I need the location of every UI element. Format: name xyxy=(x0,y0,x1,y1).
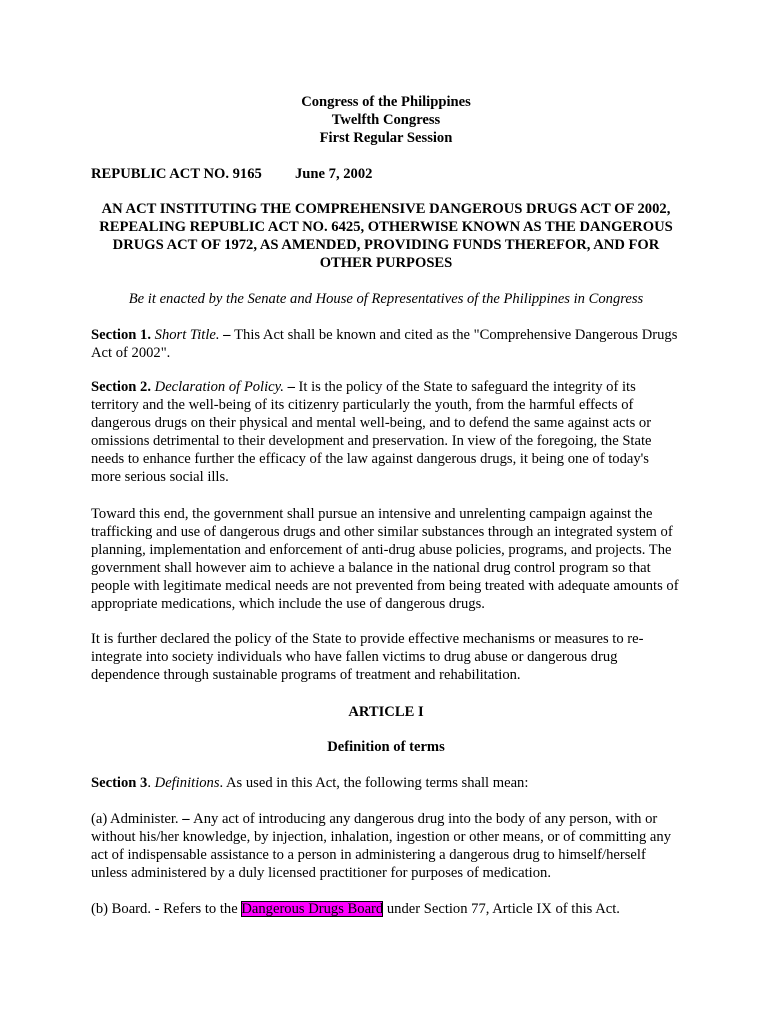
definition-b-lead: (b) Board. - Refers to the xyxy=(91,901,242,917)
section-2-text: It is the policy of the State to safeguard the integrity of its territory and the well-being of its citizenry particularly the youth, from the harmful effects of dangerous drugs on their physical and mental well-being, and to defend the same against acts or omissions detrimental to their development and preservation. In view of the foregoing, the State needs to enhance further the efficacy of the law against dangerous drugs, it being one of today's more serious social ills. xyxy=(91,379,652,485)
section-3-label: Section 3 xyxy=(91,775,148,791)
section-2-heading: Declaration of Policy. xyxy=(154,379,284,395)
section-1-heading: Short Title. xyxy=(154,327,220,343)
section-1-label: Section 1. xyxy=(91,327,151,343)
section-2-label: Section 2. xyxy=(91,379,151,395)
section-1-text: This Act shall be known and cited as the "Comprehensive Dangerous Drugs Act of 2002". xyxy=(91,327,678,361)
act-date: June 7, 2002 xyxy=(295,166,373,182)
document-header xyxy=(91,93,681,147)
section-3-text: . As used in this Act, the following terms shall mean: xyxy=(219,775,529,791)
section-3 xyxy=(91,774,681,792)
section-1-dash: – xyxy=(219,327,235,343)
definition-a-text: Any act of introducing any dangerous drug into the body of any person, with or without his/her knowledge, by injection, inhalation, ingestion or other means, or of committing any act of indispensable assistance to a person in administering a dangerous drug to himself/herself unless administered by a duly licensed practitioner for purposes of medication. xyxy=(91,811,671,881)
header-line-2: Twelfth Congress xyxy=(331,112,441,128)
act-title: AN ACT INSTITUTING THE COMPREHENSIVE DANGEROUS DRUGS ACT OF 2002, REPEALING REPUBLIC ACT NO. 6425, OTHERWISE KNOWN AS THE DANGEROUS DRUGS ACT OF 1972, AS AMENDED, PROVIDING FUNDS THEREFOR, AND FOR OTHER PURPOSES xyxy=(99,201,673,271)
header-line-1: Congress of the Philippines xyxy=(301,94,471,110)
section-2-dash: – xyxy=(283,379,299,395)
section-2-paragraph-3: It is further declared the policy of the State to provide effective mechanisms or measures to re-integrate into society individuals who have fallen victims to drug abuse or dangerous drug dependence through sustainable programs of treatment and rehabilitation. xyxy=(91,631,644,683)
section-2-paragraph-2: Toward this end, the government shall pursue an intensive and unrelenting campaign against the trafficking and use of dangerous drugs and other similar substances through an integrated system of planning, implementation and enforcement of anti-drug abuse policies, programs, and projects. The government shall however aim to achieve a balance in the national drug control program so that people with legitimate medical needs are not prevented from being treated with adequate amounts of appropriate medications, which include the use of dangerous drugs. xyxy=(91,506,679,612)
act-number: REPUBLIC ACT NO. 9165 xyxy=(91,166,262,182)
definition-a-lead: (a) Administer. xyxy=(91,811,179,827)
section-3-heading: Definitions xyxy=(154,775,220,791)
enacting-clause: Be it enacted by the Senate and House of Representatives of the Philippines in Congress xyxy=(128,291,644,307)
definition-b-tail: under Section 77, Article IX of this Act. xyxy=(383,901,620,917)
definition-a xyxy=(91,810,681,882)
dangerous-drugs-board-highlight[interactable]: Dangerous Drugs Board xyxy=(241,901,384,917)
article-subheading: Definition of terms xyxy=(327,739,445,755)
header-line-3: First Regular Session xyxy=(319,130,453,146)
section-1 xyxy=(91,326,681,362)
section-2 xyxy=(91,378,681,486)
definition-a-dash: – xyxy=(178,811,194,827)
section-3-period: . xyxy=(147,775,155,791)
article-heading: ARTICLE I xyxy=(348,704,424,720)
definition-b xyxy=(91,900,681,918)
act-number-line xyxy=(91,165,681,183)
